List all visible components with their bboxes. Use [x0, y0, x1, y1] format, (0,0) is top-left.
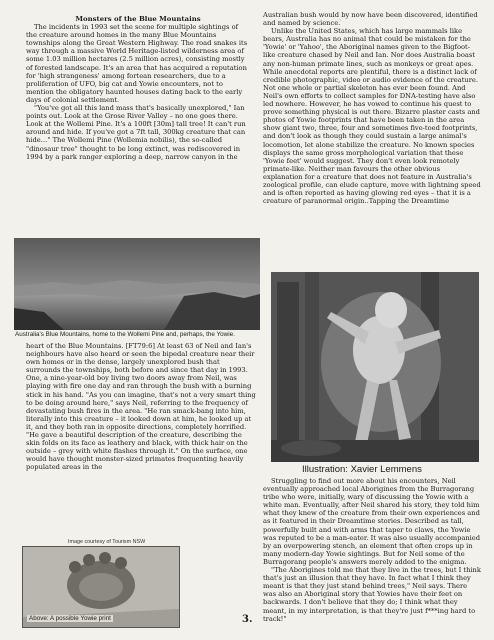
- paragraph: The incidents in 1993 set the scene for multiple sightings of the creature around homes in the many Blue Mountains townships along the Great Western Highway. The road snakes its way through a massive World Heritage-listed wilderness area of some 1.03 million hectares (2.5 million acres), consisting mostly of forested landscape. It's an area that has acquired a reputation for 'high strangeness' among fortean researchers, due to a proliferation of UFO, big cat and Yowie encounters, not to mention the obligatory haunted houses dating back to the early days of colonial settlement.: [26, 23, 248, 104]
- page-number: 3.: [242, 614, 253, 625]
- right-column-top: [263, 11, 481, 271]
- print-caption: Above: A possible Yowie print: [29, 615, 111, 622]
- article-title: Monsters of the Blue Mountains: [75, 15, 201, 23]
- paragraph: Australian bush would by now have been discovered, identified and named by science.: [263, 11, 478, 28]
- yowie-print-photo: [22, 546, 180, 628]
- paragraph: Unlike the United States, which has large mammals like bears, Australia has no animal that could be mistaken for the 'Yowie' or 'Yahoo', the Aboriginal names given to the Bigfoot-like creature chased by Neil and Ian. Nor does Australia boast any non-human primate lines, such as monkeys or great apes. While anecdotal reports are plentiful, there is a distinct lack of credible photographic, video or audio evidence of the creature. Not one whole or partial skeleton has ever been found. And Neil's own efforts to collect samples for DNA-testing have also led nowhere. However, he has vowed to continue his quest to prove something physical is out there. Bizarre plaster casts and photos of Yowie footprints that have been taken in the area show giant two, three, four and sometimes five-toed footprints, and don't look as though they could sustain a large animal's locomotion, let alone stabilize the creature. No known species displays the same gross morphological variation that these 'Yowie feet' would suggest. They don't even look remotely primate-like. Neither man favours the other obvious explanation for a creature that does not feature in Australia's zoological profile, can elude capture, move with lightning speed and is often reported as having glowing red eyes – that it is a creature of paranormal origin..Tapping the Dreamtime: [263, 27, 481, 206]
- yowie-illustration: [271, 272, 479, 462]
- mountains-caption: Australia's Blue Mountains, home to the Wollemi Pine and, perhaps, the Yowie.: [15, 331, 235, 338]
- blue-mountains-photo: [14, 238, 260, 330]
- paragraph: "The Aborigines told me that they live in the trees, but I think that's just an illusion that they have. In fact what I think they meant is that they just stand behind trees," Neil says. There was also an Aboriginal story that Yowies have their feet on backwards. I don't believe that they do; I think what they meant, in my interpretation, is that they're just f***ing hard to track!": [263, 566, 481, 623]
- paragraph: Struggling to find out more about his encounters, Neil eventually approached local Aborigines from the Burragorang tribe who were, initially, wary of discussing the Yowie with a white man. Eventually, after Neil shared his story, they told him what they knew of the creature from their own experiences and as it featured in their Dreamtime stories. Described as tall, powerfully built and with arms that taper to claws, the Yowie was reputed to be a man-eater. It was also usually accompanied by an overpowering stench, an element that often crops up in many modern-day Yowie sightings. But for Neil some of the Burragorang people's answers merely added to the enigma.: [263, 477, 481, 566]
- yowie-illustration-image: [271, 272, 479, 462]
- right-column-bottom: [263, 477, 481, 623]
- illustration-caption: Illustration: Xavier Lemmens: [302, 464, 422, 475]
- mountains-image: [14, 238, 260, 330]
- paragraph: heart of the Blue Mountains. [FT79:6] At least 63 of Neil and Ian's neighbours have also heard or seen the bipedal creature near their own homes or in the dense, largely unexplored bush that surrounds the townships, both before and since that day in 1993. One, a nine-year-old boy living two doors away from Neil, was playing with fire one day and ran through the bush with a burning stick in his hand. "As you can imagine, that's not a very smart thing to be doing around here," says Neil, referring to the frequency of devastating bush fires in the area. "He ran smack-bang into him, literally into this creature – it looked down at him, he looked up at it, and they both ran in opposite directions, completely horrified. "He gave a beautiful description of the creature, describing the skin folds on its face as leathery and black, with thick hair on the outside – grey with white flashes through it." On the surface, one would have thought monster-sized primates frequenting heavily populated areas in the: [26, 342, 256, 472]
- photo-credit: Image courtesy of Tourism NSW: [68, 539, 146, 545]
- paragraph: "You've got all this land mass that's basically unexplored," Ian points out. Look at the Grose River Valley – no one goes there. Look at the Wollemi Pine. It's a 100ft [30m] tall tree! It can't run around and hide. If you've got a 7ft tall, 300kg creature that can hide…" The Wollemi Pine (Wollemia nobilis), the so-called "dinosaur tree" thought to be long extinct, was rediscovered in 1994 by a park ranger exploring a deep, narrow canyon in the: [26, 104, 246, 161]
- left-column-bottom: [26, 342, 256, 540]
- left-column-top: [26, 15, 250, 237]
